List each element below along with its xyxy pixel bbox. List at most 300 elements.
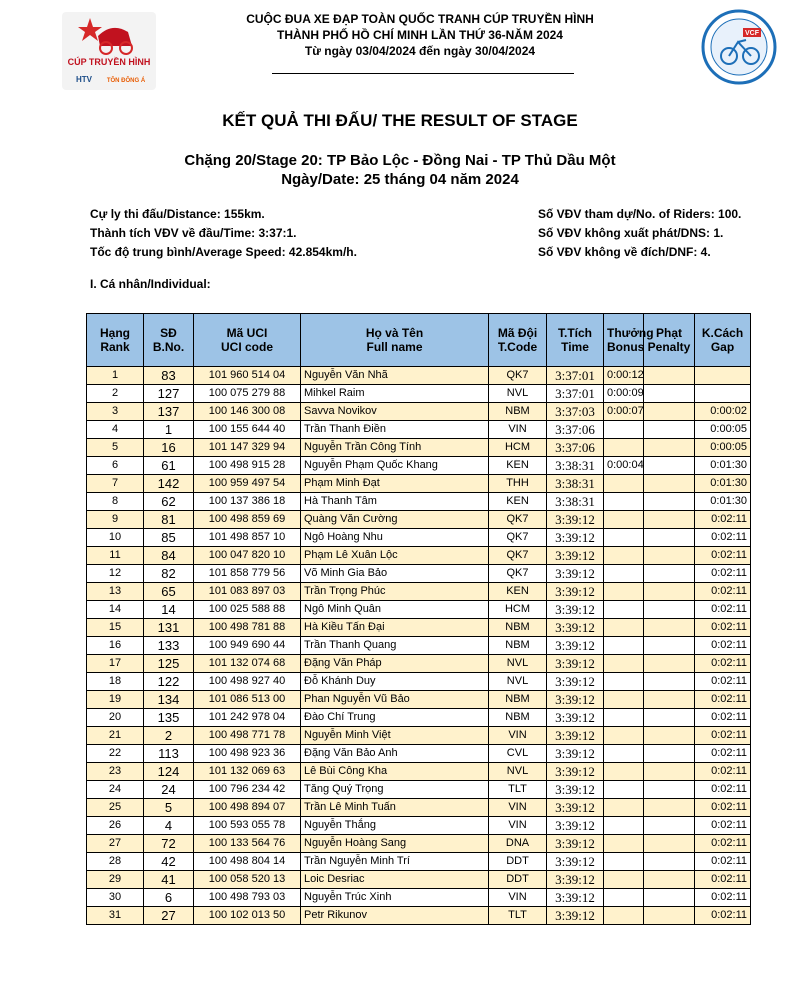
event-subtitle: THÀNH PHỐ HỒ CHÍ MINH LẦN THỨ 36-NĂM 2024 [277, 28, 563, 42]
rank-cell: 4 [87, 421, 144, 439]
team-cell: DNA [489, 835, 547, 853]
time-cell: 3:39:12 [547, 817, 604, 835]
penalty-cell [644, 673, 695, 691]
team-cell: DDT [489, 853, 547, 871]
name-cell: Nguyễn Hoàng Sang [301, 835, 489, 853]
name-cell: Nguyễn Trúc Xinh [301, 889, 489, 907]
uci-cell: 100 047 820 10 [194, 547, 301, 565]
table-row [87, 727, 751, 745]
bib-cell: 125 [144, 655, 194, 673]
penalty-cell [644, 385, 695, 403]
rank-cell: 21 [87, 727, 144, 745]
table-row [87, 907, 751, 925]
name-cell: Đào Chí Trung [301, 709, 489, 727]
rank-cell: 28 [87, 853, 144, 871]
penalty-cell [644, 799, 695, 817]
name-cell: Lê Bùi Công Kha [301, 763, 489, 781]
uci-cell: 100 498 923 36 [194, 745, 301, 763]
bonus-cell [604, 709, 644, 727]
rank-cell: 20 [87, 709, 144, 727]
col-rank: Hạng Rank [87, 314, 144, 367]
rank-cell: 30 [87, 889, 144, 907]
time-cell: 3:39:12 [547, 871, 604, 889]
table-row [87, 529, 751, 547]
bonus-cell [604, 619, 644, 637]
penalty-cell [644, 763, 695, 781]
team-cell: NBM [489, 709, 547, 727]
team-cell: NBM [489, 637, 547, 655]
team-cell: NVL [489, 763, 547, 781]
penalty-cell [644, 817, 695, 835]
team-cell: CVL [489, 745, 547, 763]
uci-cell: 100 146 300 08 [194, 403, 301, 421]
bonus-cell: 0:00:07 [604, 403, 644, 421]
penalty-cell [644, 511, 695, 529]
rank-cell: 29 [87, 871, 144, 889]
uci-cell: 100 498 804 14 [194, 853, 301, 871]
dns-info: Số VĐV không xuất phát/DNS: 1. [538, 226, 724, 240]
penalty-cell [644, 457, 695, 475]
name-cell: Võ Minh Gia Bảo [301, 565, 489, 583]
rank-cell: 25 [87, 799, 144, 817]
table-row [87, 619, 751, 637]
bonus-cell [604, 439, 644, 457]
section-heading: I. Cá nhân/Individual: [90, 277, 211, 291]
team-cell: KEN [489, 457, 547, 475]
name-cell: Trần Thanh Quang [301, 637, 489, 655]
rank-cell: 22 [87, 745, 144, 763]
time-cell: 3:39:12 [547, 565, 604, 583]
uci-cell: 100 058 520 13 [194, 871, 301, 889]
table-row [87, 493, 751, 511]
time-cell: 3:37:06 [547, 439, 604, 457]
name-cell: Petr Rikunov [301, 907, 489, 925]
gap-cell: 0:02:11 [695, 511, 751, 529]
table-row [87, 691, 751, 709]
time-cell: 3:39:12 [547, 853, 604, 871]
bib-cell: 42 [144, 853, 194, 871]
svg-text:HTV: HTV [76, 75, 92, 84]
penalty-cell [644, 727, 695, 745]
gap-cell: 0:02:11 [695, 691, 751, 709]
name-cell: Đặng Văn Pháp [301, 655, 489, 673]
name-cell: Tăng Quý Trọng [301, 781, 489, 799]
rank-cell: 23 [87, 763, 144, 781]
name-cell: Trần Nguyễn Minh Trí [301, 853, 489, 871]
gap-cell: 0:01:30 [695, 493, 751, 511]
col-gap: K.Cách Gap [695, 314, 751, 367]
rank-cell: 27 [87, 835, 144, 853]
time-cell: 3:39:12 [547, 781, 604, 799]
bib-cell: 133 [144, 637, 194, 655]
time-cell: 3:37:01 [547, 385, 604, 403]
penalty-cell [644, 583, 695, 601]
rank-cell: 3 [87, 403, 144, 421]
team-cell: QK7 [489, 547, 547, 565]
penalty-cell [644, 691, 695, 709]
team-cell: QK7 [489, 511, 547, 529]
bib-cell: 61 [144, 457, 194, 475]
penalty-cell [644, 745, 695, 763]
bonus-cell [604, 565, 644, 583]
uci-cell: 101 242 978 04 [194, 709, 301, 727]
gap-cell: 0:01:30 [695, 457, 751, 475]
table-row [87, 673, 751, 691]
event-dates: Từ ngày 03/04/2024 đến ngày 30/04/2024 [304, 44, 536, 58]
gap-cell: 0:02:11 [695, 853, 751, 871]
uci-cell: 101 147 329 94 [194, 439, 301, 457]
bonus-cell [604, 763, 644, 781]
table-row [87, 421, 751, 439]
name-cell: Hà Kiều Tấn Đại [301, 619, 489, 637]
bonus-cell: 0:00:09 [604, 385, 644, 403]
bib-cell: 81 [144, 511, 194, 529]
bonus-cell: 0:00:04 [604, 457, 644, 475]
svg-text:TÔN ĐÔNG Á: TÔN ĐÔNG Á [106, 78, 146, 84]
time-cell: 3:39:12 [547, 727, 604, 745]
gap-cell: 0:00:05 [695, 439, 751, 457]
gap-cell: 0:02:11 [695, 745, 751, 763]
penalty-cell [644, 601, 695, 619]
bib-cell: 24 [144, 781, 194, 799]
header-divider [272, 73, 574, 74]
name-cell: Trần Lê Minh Tuấn [301, 799, 489, 817]
team-cell: KEN [489, 493, 547, 511]
team-cell: VIN [489, 421, 547, 439]
rank-cell: 17 [87, 655, 144, 673]
rank-cell: 7 [87, 475, 144, 493]
gap-cell: 0:00:05 [695, 421, 751, 439]
bonus-cell [604, 655, 644, 673]
team-cell: VIN [489, 889, 547, 907]
name-cell: Nguyễn Minh Việt [301, 727, 489, 745]
uci-cell: 100 498 781 88 [194, 619, 301, 637]
col-penalty: Phạt Penalty [644, 314, 695, 367]
time-cell: 3:39:12 [547, 673, 604, 691]
team-cell: THH [489, 475, 547, 493]
time-cell: 3:37:06 [547, 421, 604, 439]
bonus-cell [604, 493, 644, 511]
penalty-cell [644, 403, 695, 421]
bonus-cell: 0:00:12 [604, 367, 644, 385]
rank-cell: 11 [87, 547, 144, 565]
bib-cell: 83 [144, 367, 194, 385]
time-cell: 3:39:12 [547, 745, 604, 763]
bonus-cell [604, 799, 644, 817]
uci-cell: 100 498 793 03 [194, 889, 301, 907]
penalty-cell [644, 367, 695, 385]
svg-text:VCF: VCF [745, 30, 759, 37]
bib-cell: 127 [144, 385, 194, 403]
table-row [87, 439, 751, 457]
name-cell: Savva Novikov [301, 403, 489, 421]
bonus-cell [604, 475, 644, 493]
col-bno: SĐ B.No. [144, 314, 194, 367]
time-cell: 3:37:03 [547, 403, 604, 421]
penalty-cell [644, 475, 695, 493]
penalty-cell [644, 547, 695, 565]
gap-cell [695, 367, 751, 385]
col-bonus: Thưởng Bonus [604, 314, 644, 367]
time-cell: 3:39:12 [547, 529, 604, 547]
team-cell: NBM [489, 691, 547, 709]
bonus-cell [604, 907, 644, 925]
bonus-cell [604, 637, 644, 655]
uci-cell: 100 949 690 44 [194, 637, 301, 655]
uci-cell: 100 498 915 28 [194, 457, 301, 475]
name-cell: Loic Desriac [301, 871, 489, 889]
team-cell: NBM [489, 403, 547, 421]
gap-cell: 0:02:11 [695, 763, 751, 781]
rank-cell: 24 [87, 781, 144, 799]
gap-cell [695, 385, 751, 403]
bonus-cell [604, 691, 644, 709]
bib-cell: 16 [144, 439, 194, 457]
name-cell: Hà Thanh Tâm [301, 493, 489, 511]
penalty-cell [644, 439, 695, 457]
rank-cell: 1 [87, 367, 144, 385]
rank-cell: 10 [87, 529, 144, 547]
uci-cell: 101 858 779 56 [194, 565, 301, 583]
penalty-cell [644, 529, 695, 547]
table-row [87, 799, 751, 817]
name-cell: Trần Thanh Điền [301, 421, 489, 439]
team-cell: VIN [489, 799, 547, 817]
table-row [87, 709, 751, 727]
bonus-cell [604, 547, 644, 565]
col-uci: Mã UCI UCI code [194, 314, 301, 367]
bib-cell: 62 [144, 493, 194, 511]
gap-cell: 0:00:02 [695, 403, 751, 421]
gap-cell: 0:01:30 [695, 475, 751, 493]
table-row [87, 763, 751, 781]
rank-cell: 31 [87, 907, 144, 925]
gap-cell: 0:02:11 [695, 565, 751, 583]
time-cell: 3:37:01 [547, 367, 604, 385]
team-cell: DDT [489, 871, 547, 889]
gap-cell: 0:02:11 [695, 529, 751, 547]
bib-cell: 6 [144, 889, 194, 907]
bonus-cell [604, 871, 644, 889]
name-cell: Ngô Minh Quân [301, 601, 489, 619]
name-cell: Nguyễn Trần Công Tính [301, 439, 489, 457]
bib-cell: 137 [144, 403, 194, 421]
name-cell: Phạm Minh Đạt [301, 475, 489, 493]
bib-cell: 27 [144, 907, 194, 925]
table-row [87, 565, 751, 583]
table-row [87, 601, 751, 619]
bib-cell: 72 [144, 835, 194, 853]
time-cell: 3:39:12 [547, 619, 604, 637]
rank-cell: 26 [87, 817, 144, 835]
bib-cell: 4 [144, 817, 194, 835]
time-cell: 3:38:31 [547, 475, 604, 493]
time-cell: 3:39:12 [547, 583, 604, 601]
rank-cell: 13 [87, 583, 144, 601]
time-cell: 3:39:12 [547, 655, 604, 673]
bib-cell: 135 [144, 709, 194, 727]
gap-cell: 0:02:11 [695, 835, 751, 853]
riders-info: Số VĐV tham dự/No. of Riders: 100. [538, 207, 742, 221]
gap-cell: 0:02:11 [695, 871, 751, 889]
bib-cell: 142 [144, 475, 194, 493]
penalty-cell [644, 781, 695, 799]
table-row [87, 457, 751, 475]
gap-cell: 0:02:11 [695, 601, 751, 619]
rank-cell: 14 [87, 601, 144, 619]
event-title: CUỘC ĐUA XE ĐẠP TOÀN QUỐC TRANH CÚP TRUYỀN HÌNH [246, 12, 594, 26]
table-row [87, 385, 751, 403]
bib-cell: 124 [144, 763, 194, 781]
rank-cell: 19 [87, 691, 144, 709]
rank-cell: 18 [87, 673, 144, 691]
gap-cell: 0:02:11 [695, 619, 751, 637]
penalty-cell [644, 889, 695, 907]
col-name: Họ và Tên Full name [301, 314, 489, 367]
time-cell: 3:39:12 [547, 637, 604, 655]
uci-cell: 100 102 013 50 [194, 907, 301, 925]
stage-date: Ngày/Date: 25 tháng 04 năm 2024 [281, 171, 519, 188]
uci-cell: 101 498 857 10 [194, 529, 301, 547]
uci-cell: 100 498 894 07 [194, 799, 301, 817]
time-cell: 3:39:12 [547, 799, 604, 817]
gap-cell: 0:02:11 [695, 781, 751, 799]
bib-cell: 113 [144, 745, 194, 763]
name-cell: Quàng Văn Cường [301, 511, 489, 529]
table-row [87, 547, 751, 565]
gap-cell: 0:02:11 [695, 727, 751, 745]
gap-cell: 0:02:11 [695, 799, 751, 817]
time-cell: 3:39:12 [547, 709, 604, 727]
col-team: Mã Đội T.Code [489, 314, 547, 367]
stage-name: Chặng 20/Stage 20: TP Bảo Lộc - Đồng Nai - TP Thủ Dầu Một [184, 152, 616, 169]
time-cell: 3:39:12 [547, 691, 604, 709]
uci-cell: 101 083 897 03 [194, 583, 301, 601]
team-cell: QK7 [489, 529, 547, 547]
time-cell: 3:39:12 [547, 511, 604, 529]
speed-info: Tốc độ trung bình/Average Speed: 42.854km/h. [90, 245, 357, 259]
table-row [87, 403, 751, 421]
team-cell: KEN [489, 583, 547, 601]
bib-cell: 2 [144, 727, 194, 745]
time-cell: 3:39:12 [547, 907, 604, 925]
table-row [87, 745, 751, 763]
rank-cell: 12 [87, 565, 144, 583]
team-cell: VIN [489, 727, 547, 745]
table-row [87, 853, 751, 871]
gap-cell: 0:02:11 [695, 889, 751, 907]
uci-cell: 101 132 074 68 [194, 655, 301, 673]
uci-cell: 101 086 513 00 [194, 691, 301, 709]
cup-logo [62, 12, 156, 90]
time-cell: 3:39:12 [547, 547, 604, 565]
team-cell: NVL [489, 385, 547, 403]
bib-cell: 84 [144, 547, 194, 565]
uci-cell: 100 133 564 76 [194, 835, 301, 853]
team-cell: NBM [489, 619, 547, 637]
name-cell: Mihkel Raim [301, 385, 489, 403]
rank-cell: 8 [87, 493, 144, 511]
dnf-info: Số VĐV không về đích/DNF: 4. [538, 245, 711, 259]
gap-cell: 0:02:11 [695, 583, 751, 601]
rank-cell: 9 [87, 511, 144, 529]
table-row [87, 817, 751, 835]
bonus-cell [604, 727, 644, 745]
penalty-cell [644, 637, 695, 655]
table-row [87, 475, 751, 493]
bib-cell: 85 [144, 529, 194, 547]
rank-cell: 15 [87, 619, 144, 637]
svg-text:CÚP TRUYỀN HÌNH: CÚP TRUYỀN HÌNH [67, 57, 151, 67]
uci-cell: 100 498 771 78 [194, 727, 301, 745]
results-table [86, 313, 751, 925]
team-cell: VIN [489, 817, 547, 835]
name-cell: Nguyễn Phạm Quốc Khang [301, 457, 489, 475]
time-info: Thành tích VĐV về đầu/Time: 3:37:1. [90, 226, 297, 240]
bonus-cell [604, 511, 644, 529]
bonus-cell [604, 673, 644, 691]
uci-cell: 100 593 055 78 [194, 817, 301, 835]
table-row [87, 511, 751, 529]
bib-cell: 1 [144, 421, 194, 439]
penalty-cell [644, 835, 695, 853]
table-row [87, 655, 751, 673]
name-cell: Ngô Hoàng Nhu [301, 529, 489, 547]
table-row [87, 583, 751, 601]
bonus-cell [604, 853, 644, 871]
uci-cell: 100 137 386 18 [194, 493, 301, 511]
time-cell: 3:39:12 [547, 601, 604, 619]
uci-cell: 100 075 279 88 [194, 385, 301, 403]
rank-cell: 6 [87, 457, 144, 475]
time-cell: 3:39:12 [547, 763, 604, 781]
penalty-cell [644, 565, 695, 583]
gap-cell: 0:02:11 [695, 817, 751, 835]
rank-cell: 2 [87, 385, 144, 403]
time-cell: 3:38:31 [547, 457, 604, 475]
uci-cell: 100 498 859 69 [194, 511, 301, 529]
bib-cell: 82 [144, 565, 194, 583]
penalty-cell [644, 853, 695, 871]
team-cell: TLT [489, 781, 547, 799]
bonus-cell [604, 421, 644, 439]
uci-cell: 100 498 927 40 [194, 673, 301, 691]
gap-cell: 0:02:11 [695, 547, 751, 565]
bonus-cell [604, 601, 644, 619]
team-cell: QK7 [489, 367, 547, 385]
bonus-cell [604, 835, 644, 853]
bonus-cell [604, 889, 644, 907]
gap-cell: 0:02:11 [695, 709, 751, 727]
team-cell: TLT [489, 907, 547, 925]
uci-cell: 100 796 234 42 [194, 781, 301, 799]
name-cell: Đỗ Khánh Duy [301, 673, 489, 691]
team-cell: NVL [489, 673, 547, 691]
bonus-cell [604, 745, 644, 763]
time-cell: 3:38:31 [547, 493, 604, 511]
bib-cell: 122 [144, 673, 194, 691]
team-cell: HCM [489, 439, 547, 457]
uci-cell: 100 959 497 54 [194, 475, 301, 493]
gap-cell: 0:02:11 [695, 907, 751, 925]
time-cell: 3:39:12 [547, 835, 604, 853]
uci-cell: 100 025 588 88 [194, 601, 301, 619]
uci-cell: 101 132 069 63 [194, 763, 301, 781]
rank-cell: 16 [87, 637, 144, 655]
bib-cell: 14 [144, 601, 194, 619]
name-cell: Nguyễn Thắng [301, 817, 489, 835]
page-title: KẾT QUẢ THI ĐẤU/ THE RESULT OF STAGE [222, 111, 578, 130]
